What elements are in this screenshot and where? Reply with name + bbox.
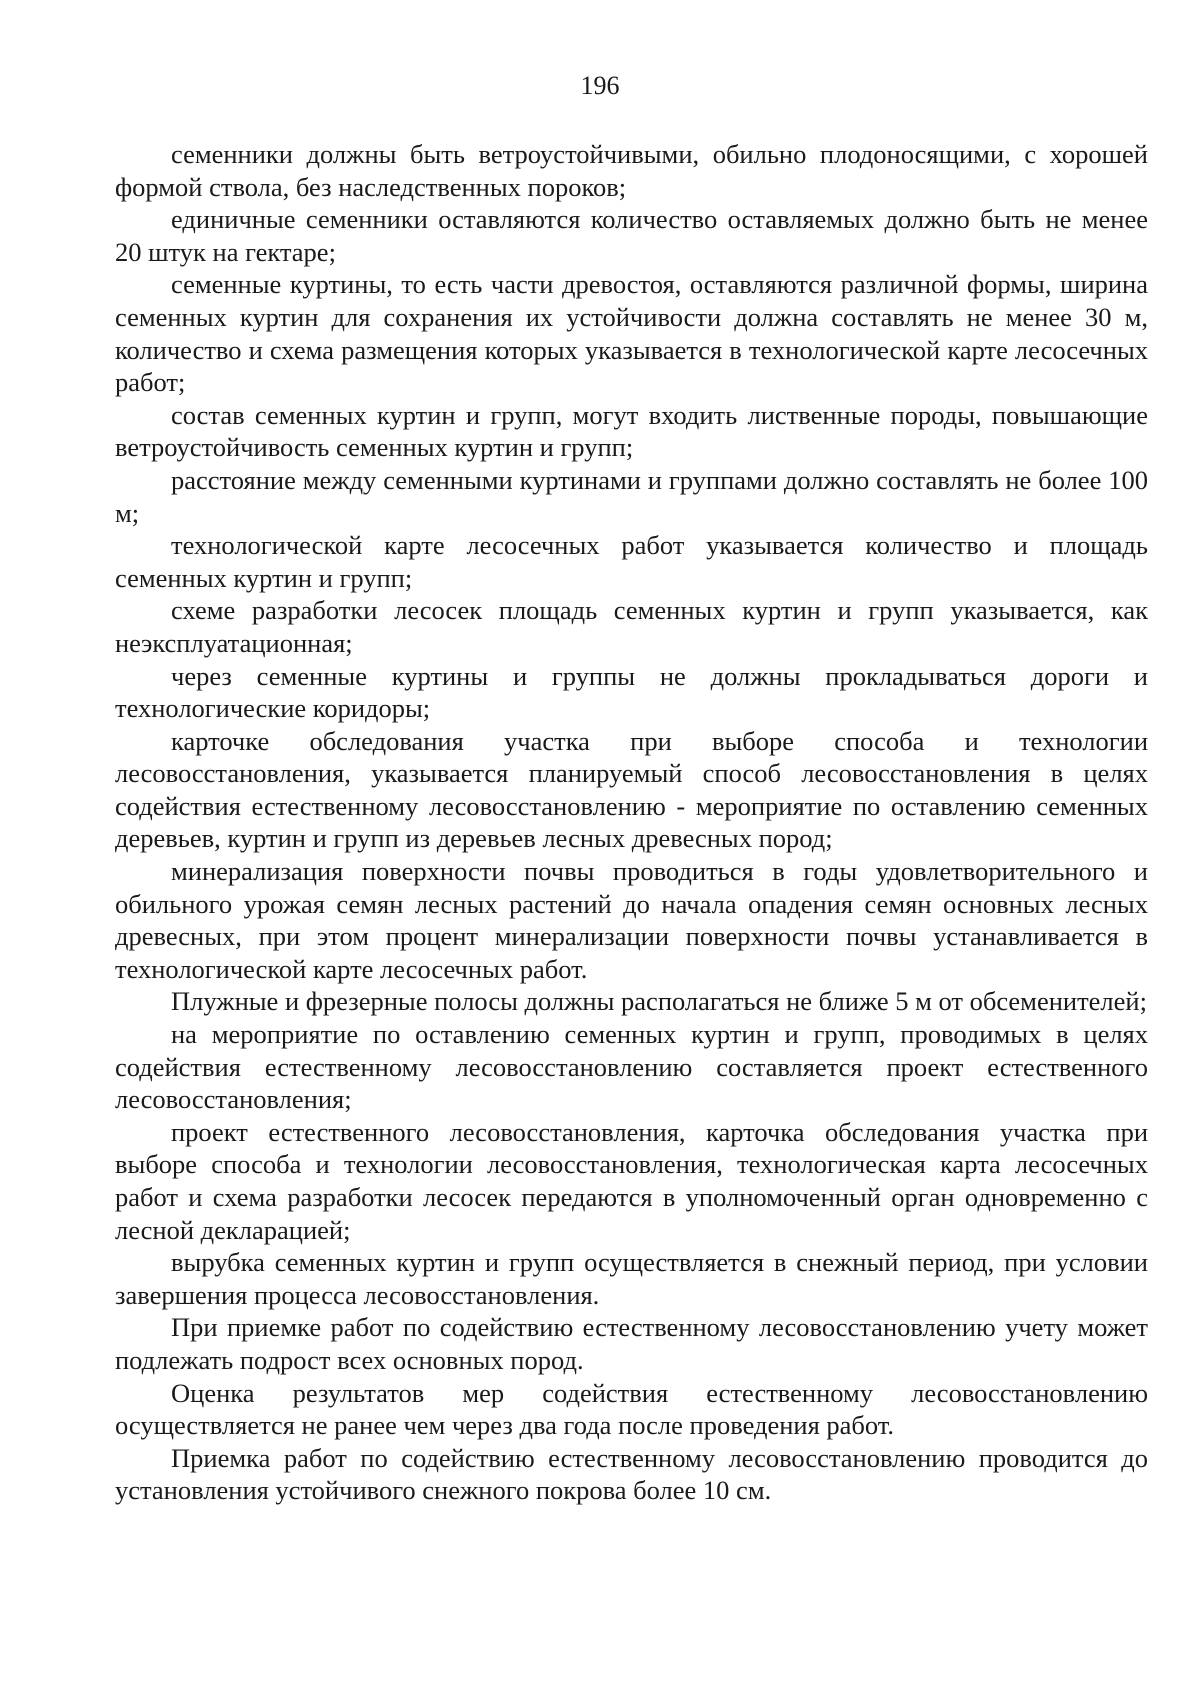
paragraph: Приемка работ по содействию естественному лесовосстановлению проводится до установления устойчивого снежного покрова более 10 см. xyxy=(115,1442,1148,1506)
paragraph: схеме разработки лесосек площадь семенных куртин и групп указывается, как неэксплуатационная; xyxy=(115,595,1148,658)
paragraph: через семенные куртины и группы не должны прокладываться дороги и технологические коридоры; xyxy=(115,660,1148,724)
paragraph: технологической карте лесосечных работ указывается количество и площадь семенных куртин и групп; xyxy=(115,530,1148,593)
page-body xyxy=(115,138,1148,1507)
paragraph: состав семенных куртин и групп, могут входить лиственные породы, повышающие ветроустойчивость семенных куртин и групп; xyxy=(115,399,1148,463)
page-number: 196 xyxy=(580,71,620,100)
paragraph: минерализация поверхности почвы проводиться в годы удовлетворительного и обильного урожая семян лесных растений до начала опадения семян основных лесных древесных, при этом процент минерализации поверхности почвы устанавливается в технологической карте лесосечных работ. xyxy=(115,856,1148,984)
paragraph: семенные куртины, то есть части древостоя, оставляются различной формы, ширина семенных куртин для сохранения их устойчивости должна составлять не менее 30 м, количество и схема размещения которых указывается в технологической карте лесосечных работ; xyxy=(115,269,1148,398)
paragraph: При приемке работ по содействию естественному лесовосстановлению учету может подлежать подрост всех основных пород. xyxy=(115,1312,1148,1375)
paragraph: семенники должны быть ветроустойчивыми, обильно плодоносящими, с хорошей формой ствола, без наследственных пороков; xyxy=(115,139,1148,202)
paragraph: единичные семенники оставляются количество оставляемых должно быть не менее 20 штук на гектаре; xyxy=(115,204,1148,267)
paragraph: карточке обследования участка при выборе способа и технологии лесовосстановления, указывается планируемый способ лесовосстановления в целях содействия естественному лесовосстановлению - мероприятие по оставлению семенных деревьев, куртин и групп из деревьев лесных древесных пород; xyxy=(115,725,1148,854)
paragraph: Плужные и фрезерные полосы должны располагаться не ближе 5 м от обсеменителей; xyxy=(171,986,1147,1017)
paragraph: проект естественного лесовосстановления, карточка обследования участка при выборе способа и технологии лесовосстановления, технологическая карта лесосечных работ и схема разработки лесосек передаются в уполномоченный орган одновременно с лесной декларацией; xyxy=(115,1116,1148,1245)
paragraph: на мероприятие по оставлению семенных куртин и групп, проводимых в целях содействия естественному лесовосстановлению составляется проект естественного лесовосстановления; xyxy=(115,1019,1148,1115)
paragraph: вырубка семенных куртин и групп осуществляется в снежный период, при условии завершения процесса лесовосстановления. xyxy=(115,1247,1148,1310)
paragraph: Оценка результатов мер содействия естественному лесовосстановлению осуществляется не ранее чем через два года после проведения работ. xyxy=(115,1377,1148,1441)
paragraph: расстояние между семенными куртинами и группами должно составлять не более 100 м; xyxy=(115,464,1148,528)
